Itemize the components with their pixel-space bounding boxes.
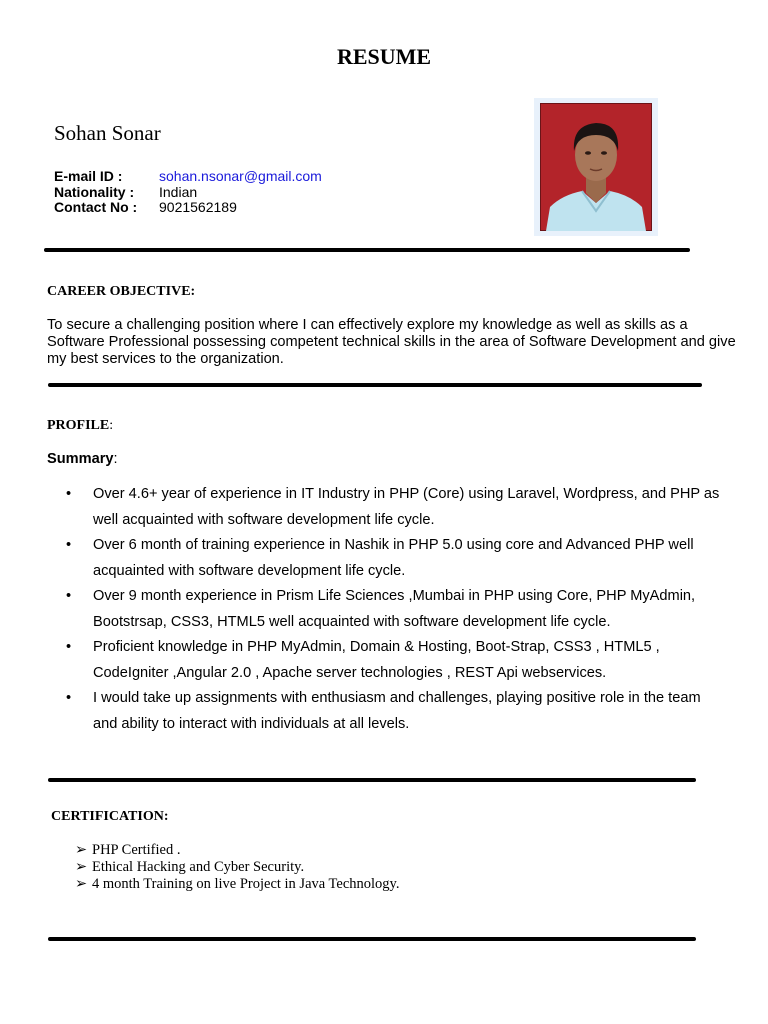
list-item [75, 876, 400, 893]
nationality-label: Nationality : [54, 183, 135, 200]
nationality-value: Indian [159, 183, 198, 200]
email-value[interactable]: sohan.nsonar@gmail.com [159, 168, 322, 184]
bullet-icon: • [66, 639, 72, 655]
section-divider [44, 248, 690, 252]
email-label: E-mail ID : [54, 168, 123, 184]
summary-item-text: I would take up assignments with enthusiasm and challenges, playing positive role in the team and ability to interact with individuals at all levels. [93, 690, 701, 732]
list-item [66, 686, 726, 737]
list-item [66, 533, 726, 584]
list-item [66, 635, 726, 686]
summary-heading: Summary: [47, 451, 118, 467]
section-divider [48, 383, 702, 387]
certification-heading: CERTIFICATION: [51, 809, 169, 824]
profile-heading-label: PROFILE [47, 418, 110, 433]
summary-item-text: Over 4.6+ year of experience in IT Industry in PHP (Core) using Laravel, Wordpress, and PHP as well acquainted with software development life cycle. [93, 486, 720, 528]
bullet-icon: • [66, 486, 72, 502]
contact-phone-row [54, 200, 322, 216]
document-title: RESUME [336, 44, 432, 69]
contact-nationality-row [54, 185, 322, 201]
bullet-icon: • [66, 537, 72, 553]
profile-heading: PROFILE: [47, 418, 114, 433]
summary-label: Summary [47, 451, 114, 467]
bullet-icon: • [66, 690, 72, 706]
candidate-name: Sohan Sonar [54, 121, 161, 145]
profile-photo [534, 98, 658, 236]
section-divider [48, 778, 696, 782]
profile-photo-image [540, 103, 652, 231]
arrow-bullet-icon: ➢ [75, 842, 88, 858]
certification-item-text: Ethical Hacking and Cyber Security. [92, 859, 305, 875]
list-item [66, 482, 726, 533]
summary-list [66, 482, 726, 737]
career-objective-text: To secure a challenging position where I can effectively explore my knowledge as well as skills as a Software Professional possessing competent technical skills in the area of Software Development and give my best services to the organization. [47, 317, 736, 367]
career-objective-heading: CAREER OBJECTIVE: [47, 284, 196, 299]
list-item [75, 859, 400, 876]
phone-label: Contact No : [54, 199, 138, 215]
certification-item-text: 4 month Training on live Project in Java Technology. [92, 876, 400, 892]
list-item [66, 584, 726, 635]
arrow-bullet-icon: ➢ [75, 859, 88, 875]
contact-block [54, 169, 322, 216]
phone-value: 9021562189 [159, 199, 237, 215]
section-divider [48, 937, 696, 941]
list-item [75, 842, 400, 859]
arrow-bullet-icon: ➢ [75, 876, 88, 892]
contact-email-row [54, 169, 322, 185]
bullet-icon: • [66, 588, 72, 604]
certification-list [75, 842, 400, 893]
summary-item-text: Proficient knowledge in PHP MyAdmin, Domain & Hosting, Boot-Strap, CSS3 , HTML5 , CodeIgniter ,Angular 2.0 , Apache server technologies , REST Api webservices. [93, 639, 660, 681]
summary-item-text: Over 6 month of training experience in Nashik in PHP 5.0 using core and Advanced PHP well acquainted with software development life cycle. [93, 537, 694, 579]
summary-item-text: Over 9 month experience in Prism Life Sciences ,Mumbai in PHP using Core, PHP MyAdmin, Bootstrsap, CSS3, HTML5 well acquainted with software development life cycle. [93, 588, 696, 630]
certification-item-text: PHP Certified . [92, 842, 181, 858]
